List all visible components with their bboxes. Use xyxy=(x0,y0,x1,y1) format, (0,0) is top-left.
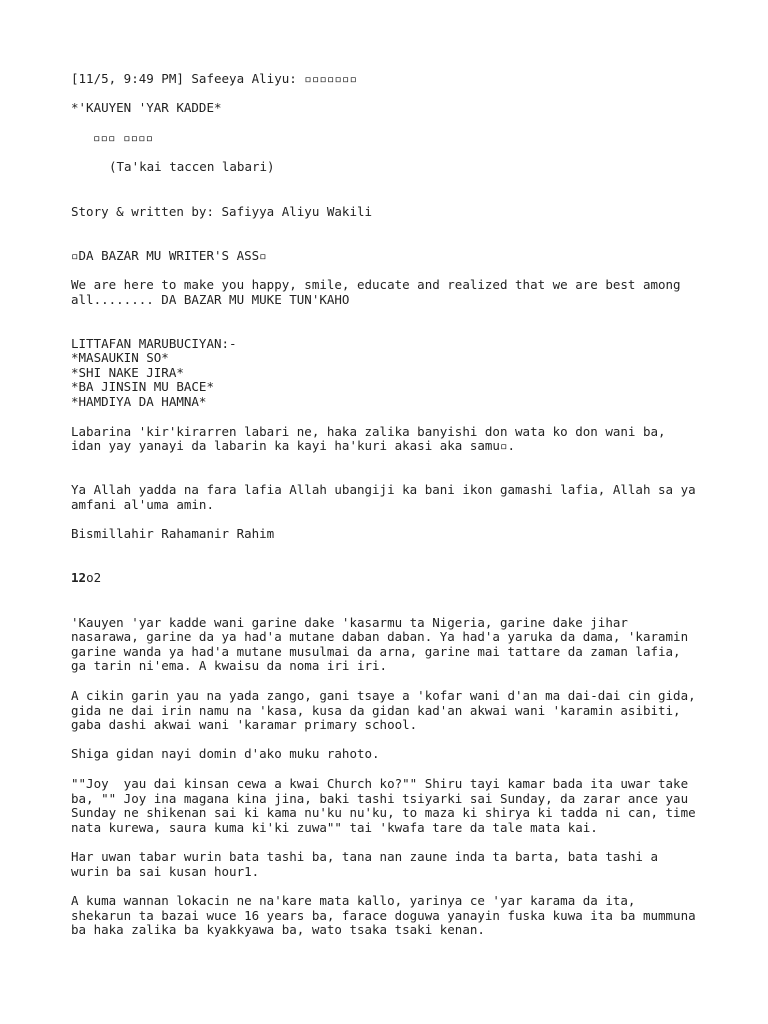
body-line: Shiga gidan nayi domin d'ako muku rahoto. xyxy=(71,746,380,761)
intro-line-2: all........ DA BAZAR MU MUKE TUN'KAHO xyxy=(71,292,350,307)
story-subtitle: (Ta'kai taccen labari) xyxy=(109,159,275,174)
author-line: Story & written by: Safiyya Aliyu Wakili xyxy=(71,204,373,219)
glyph-line: ▫▫▫ ▫▫▫▫ xyxy=(93,130,154,145)
works-heading: LITTAFAN MARUBUCIYAN:- xyxy=(71,336,237,351)
story-title: *'KAUYEN 'YAR KADDE* xyxy=(71,100,222,115)
notice-line-2: idan yay yanayi da labarin ka kayi ha'kuri akasi aka samu▫. xyxy=(71,438,516,453)
body-line: wurin ba sai kusan hour1. xyxy=(71,864,260,879)
body-line: nata kurewa, saura kuma ki'ki zuwa"" tai 'kwafa tare da tale mata kai. xyxy=(71,820,598,835)
works-item: *MASAUKIN SO* xyxy=(71,350,169,365)
notice-line-1: Labarina 'kir'kirarren labari ne, haka zalika banyishi don wata ko don wani ba, xyxy=(71,424,666,439)
body-line: gida ne dai irin namu na 'kasa, kusa da gidan kad'an akwai wani 'karamin asibiti, xyxy=(71,703,681,718)
body-line: ba, "" Joy ina magana kina jina, baki tashi tsiyarki sai Sunday, da zarar ance yau xyxy=(71,791,689,806)
body-line: Sunday ne shikenan sai ki kama nu'ku nu'ku, to maza ki shirya ki tadda ni can, time xyxy=(71,805,696,820)
association-line: ▫DA BAZAR MU WRITER'S ASS▫ xyxy=(71,248,267,263)
bismillah-line: Bismillahir Rahamanir Rahim xyxy=(71,526,275,541)
body-line: A kuma wannan lokacin ne na'kare mata kallo, yarinya ce 'yar karama da ita, xyxy=(71,893,636,908)
body-line: 'Kauyen 'yar kadde wani garine dake 'kasarmu ta Nigeria, garine dake jihar xyxy=(71,615,628,630)
body-line: ""Joy yau dai kinsan cewa a kwai Church ko?"" Shiru tayi kamar bada ita uwar take xyxy=(71,776,689,791)
timestamp-line: [11/5, 9:49 PM] Safeeya Aliyu: ▫▫▫▫▫▫▫ xyxy=(71,71,357,86)
body-line: ga tarin ni'ema. A kwaisu da noma iri iri. xyxy=(71,658,388,673)
prayer-line-2: amfani al'uma amin. xyxy=(71,497,214,512)
works-item: *SHI NAKE JIRA* xyxy=(71,365,184,380)
body-line: nasarawa, garine da ya had'a mutane daban daban. Ya had'a yaruka da dama, 'karamin xyxy=(71,629,689,644)
works-item: *HAMDIYA DA HAMNA* xyxy=(71,394,207,409)
body-line: gaba dashi akwai wani 'karamar primary school. xyxy=(71,717,418,732)
body-line: Har uwan tabar wurin bata tashi ba, tana nan zaune inda ta barta, bata tashi a xyxy=(71,849,658,864)
chapter-marker xyxy=(71,571,101,586)
works-item: *BA JINSIN MU BACE* xyxy=(71,379,214,394)
prayer-line-1: Ya Allah yadda na fara lafia Allah ubangiji ka bani ikon gamashi lafia, Allah sa ya xyxy=(71,482,696,497)
intro-line-1: We are here to make you happy, smile, educate and realized that we are best among xyxy=(71,277,681,292)
body-line: A cikin garin yau na yada zango, gani tsaye a 'kofar wani d'an ma dai-dai cin gida, xyxy=(71,688,696,703)
chapter-number: 12 xyxy=(71,570,87,585)
chapter-suffix: o2 xyxy=(86,570,102,585)
body-line: garine wanda ya had'a mutane musulmai da arna, garine mai tattare da zaman lafia, xyxy=(71,644,681,659)
body-line: ba haka zalika ba kyakkyawa ba, wato tsaka tsaki kenan. xyxy=(71,922,485,937)
body-line: shekarun ta bazai wuce 16 years ba, farace doguwa yanayin fuska kuwa ita ba mummuna xyxy=(71,908,696,923)
